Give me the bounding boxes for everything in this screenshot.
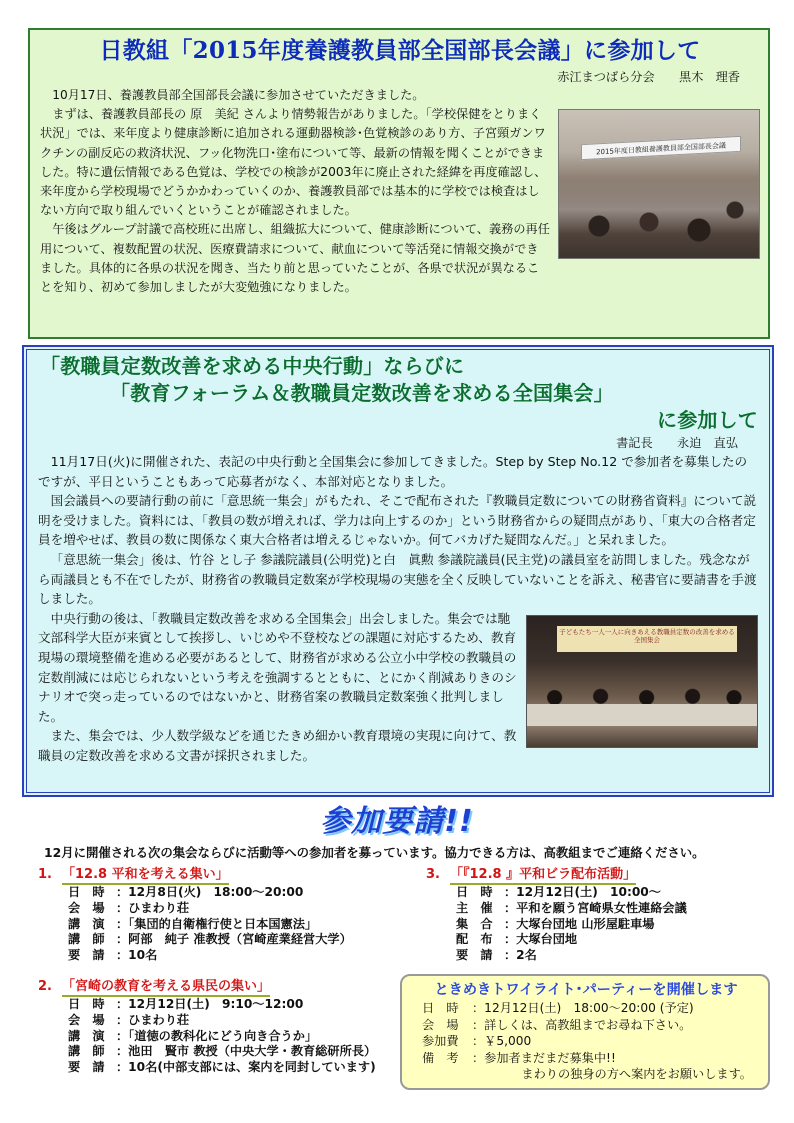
article1-paragraph: 10月17日、養護教員部全国部長会議に参加させていただきました。 <box>52 88 425 102</box>
event-field-label: 配 布 <box>456 932 493 947</box>
article2-paragraph: 11月17日(火)に開催された、表記の中央行動と全国集会に参加してきました。Step by Step No.12 で参加者を募集したのですが、平日ということもあって応募者がなく、本部対応となりました。 <box>38 454 748 489</box>
article1-byline: 赤江まつばら分会 黒木 理香 <box>557 70 740 84</box>
request-intro: 12月に開催される次の集会ならびに活動等への参加者を募っています。協力できる方は、高教組までご連絡ください。 <box>44 845 705 860</box>
article2-paragraph: 「意思統一集会」後は、竹谷 とし子 参議院議員(公明党)と白 眞勲 参議院議員(民主党)の議員室を訪問しました。残念ながら両議員とも不在でしたが、財務省の教職員定数案が学校現場の実態を全く反映していないことを訴え、秘書官に要請書を手渡しました。 <box>38 551 757 607</box>
party-field-label: 日 時 <box>422 1001 459 1015</box>
event-field-value: ：10名(中部支部には、案内を同封しています) <box>116 1060 376 1075</box>
rally-photo-banner: 子どもたち一人一人に向きあえる教職員定数の改善を求める全国集会 <box>557 626 737 652</box>
event-field-value: ：平和を願う宮崎県女性連絡会議 <box>504 900 687 915</box>
event-name: 「宮崎の教育を考える県民の集い」 <box>62 978 270 997</box>
article2-paragraph: 国会議員への要請行動の前に「意思統一集会」がもたれ、そこで配布された『教職員定数についての財務省資料』について説明を受けました。資料には、「教員の数が増えれば、学力は向上するのか」という財務省からの疑問点があり、「東大の合格者定員を増やせば、教員の数に関係なく東大合格者は増えるじゃないか。何てバカげた疑問なんだ。」と呆れました。 <box>38 493 757 548</box>
event-field-label: 講 師 <box>68 932 105 947</box>
article2-title-line1: 「教職員定数改善を求める中央行動」ならびに <box>40 354 465 378</box>
event-field-label: 講 師 <box>68 1044 105 1059</box>
event-field-value: ：12月8日(火) 18:00～20:00 <box>116 885 304 899</box>
article2-title-line3: に参加して <box>657 408 758 432</box>
event-field-label: 日 時 <box>68 997 105 1011</box>
article2-title-line2: 「教育フォーラム＆教職員定数改善を求める全国集会」 <box>110 381 614 405</box>
meeting-photo-attendees <box>559 178 759 258</box>
event-field-label: 日 時 <box>68 885 105 899</box>
article1-paragraph: 午後はグループ討議で高校班に出席し、組織拡大について、健康診断について、義務の再任用について、複数配置の状況、医療費請求について、献血について等活発に情報交換ができました。具体的に各県の状況を聞き、当たり前と思っていたことが、各県で状況が異なることを知り、初めて参加しましたが大変勉強になりました。 <box>40 222 550 295</box>
event-field-label: 要 請 <box>68 948 105 963</box>
event-name: 「『12.8 』平和ビラ配布活動」 <box>450 866 636 885</box>
event-field-label: 主 催 <box>456 900 493 915</box>
article-central-action <box>22 345 774 797</box>
party-field-value: ：￥5,000 <box>472 1034 532 1048</box>
article1-title: 日教組「2015年度養護教員部全国部長会議」に参加して <box>99 37 701 64</box>
party-field-value: ：12月12日(土) 18:00～20:00 (予定) <box>472 1001 694 1015</box>
event-field-label: 要 請 <box>68 1060 105 1075</box>
event-field-value: ：「集団的自衛権行使と日本国憲法」 <box>116 916 318 931</box>
event-number: 1. <box>38 867 52 882</box>
request-title: 参加要請!! <box>320 804 474 839</box>
event-education-forum <box>38 978 408 1076</box>
event-field-value: ：「道徳の教科化にどう向き合うか」 <box>116 1028 318 1043</box>
article2-paragraph: また、集会では、少人数学級などを通じたきめ細かい教育環境の実現に向けて、教職員の定数改善を求める文書が採択されました。 <box>38 728 517 763</box>
meeting-photo <box>558 109 760 259</box>
article-yogo-meeting <box>28 28 770 339</box>
event-field-label: 会 場 <box>68 900 105 915</box>
event-field-value: ：大塚台団地 <box>504 932 578 947</box>
event-field-value: ：ひまわり荘 <box>116 900 190 915</box>
event-peace-gathering <box>38 866 398 964</box>
event-field-value: ：2名 <box>504 948 537 963</box>
party-field-value: ：参加者まだまだ募集中!! <box>472 1050 616 1065</box>
rally-photo-table <box>527 704 757 726</box>
event-field-value: ：阿部 純子 准教授（宮崎産業経営大学） <box>116 932 352 947</box>
event-number: 2. <box>38 979 52 994</box>
event-field-value: ：ひまわり荘 <box>116 1012 190 1027</box>
event-field-label: 集 合 <box>456 916 493 931</box>
event-field-value: ：大塚台団地 山形屋駐車場 <box>504 916 655 931</box>
party-field-label: 備 考 <box>422 1050 459 1065</box>
rally-photo <box>526 615 758 748</box>
party-field-value: ：詳しくは、高教組までお尋ね下さい。 <box>472 1017 692 1032</box>
meeting-photo-banner: 2015年度日教組養護教員部全国部長会議 <box>581 136 741 160</box>
event-field-label: 会 場 <box>68 1012 105 1027</box>
event-name: 「12.8 平和を考える集い」 <box>62 866 229 885</box>
event-field-value: ：池田 賢市 教授（中央大学・教育総研所長） <box>116 1044 377 1059</box>
event-field-label: 講 演 <box>68 916 105 931</box>
article2-paragraph: 中央行動の後は、「教職員定数改善を求める全国集会」出会しました。集会では馳文部科学大臣が来賓として挨拶し、いじめや不登校などの課題に対応するため、教育現場の環境整備を進める必要があるとして、財務省が求める公立小中学校の教職員の定数削減には応じられないという考えを強調するとともに、とにかく削減ありきのシナリオで突っ走っているのではないかと、財務省案の教職員定数案強く批判しました。 <box>38 610 517 724</box>
event-field-label: 日 時 <box>456 885 493 899</box>
event-field-value: ：12月12日(土) 9:10～12:00 <box>116 997 304 1011</box>
party-title: ときめきトワイライト･パーティーを開催します <box>434 982 738 998</box>
twilight-party-box <box>400 974 770 1090</box>
party-field-label: 会 場 <box>422 1017 459 1032</box>
event-field-label: 講 演 <box>68 1028 105 1043</box>
event-field-value: ：12月12日(土) 10:00～ <box>504 885 661 899</box>
event-leaflet-distribution <box>426 866 766 964</box>
article2-byline: 書記長 永迫 直弘 <box>616 436 738 450</box>
party-note: まわりの独身の方へ案内をお願いします。 <box>521 1067 752 1081</box>
event-field-label: 要 請 <box>456 948 493 963</box>
party-field-label: 参加費 <box>422 1034 459 1048</box>
article1-paragraph: まずは、養護教員部長の 原 美紀 さんより情勢報告がありました。「学校保健をとりまく状況」では、来年度より健康診断に追加される運動器検診･色覚検診のあり方、子宮頸ガンワクチンの副反応の救済状況、フッ化物洗口･塗布について等、最新の情報を聞くことができました。特に遺伝情報である色覚は、学校での検診が2003年に廃止された経緯を再度確認し、来年度から学校現場でどうかかわっていくのか、養護教員部では基本的に学校では検査はしない方向で取り組んでいくということが確認されました。 <box>40 107 547 218</box>
event-number: 3. <box>426 867 440 882</box>
event-field-value: ：10名 <box>116 948 158 963</box>
